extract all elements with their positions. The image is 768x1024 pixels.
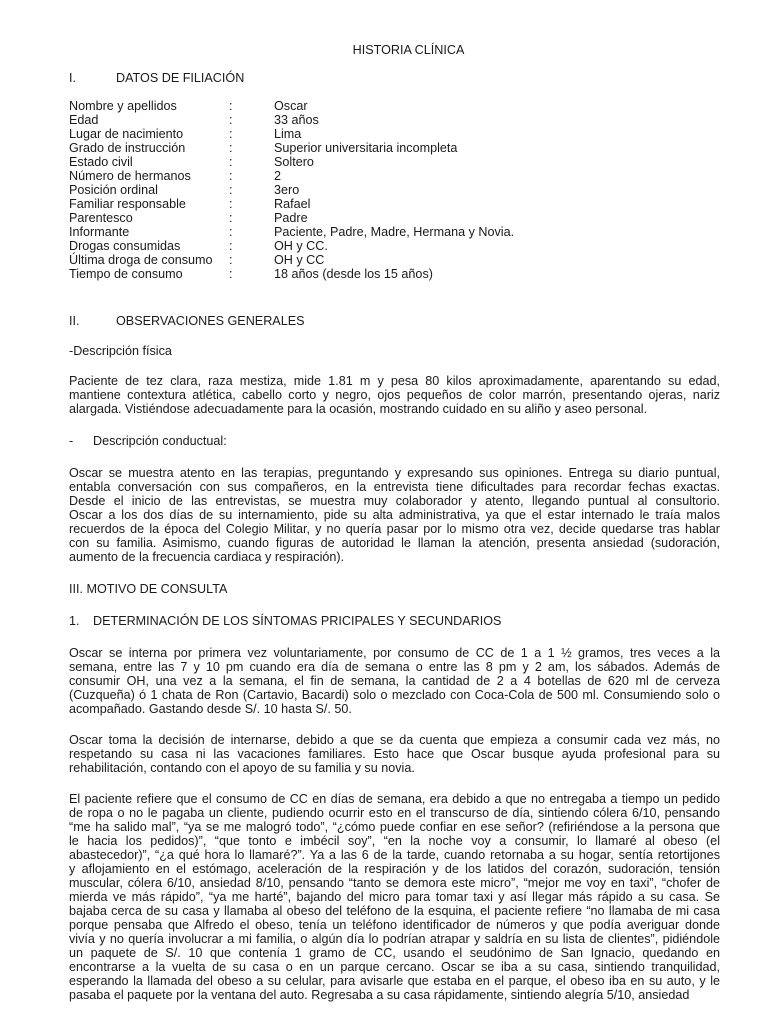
filiation-colon: : xyxy=(229,183,233,197)
paragraph-line: Oscar toma la decisión de internarse, debido a que se da cuenta que empieza a consumir cada vez más, no xyxy=(69,733,720,747)
paragraph-line: aumento de la frecuencia cardiaca y respiración). xyxy=(69,550,345,564)
symptoms-number: 1. xyxy=(69,614,80,628)
paragraph-line: acompañado. Gastando desde S/. 10 hasta S/. 50. xyxy=(69,702,352,716)
filiation-colon: : xyxy=(229,169,233,183)
physical-description-paragraph xyxy=(69,374,720,416)
filiation-row xyxy=(69,183,720,197)
paragraph-line: Desde el inicio de las entrevistas, se muestra muy colaborador y atento, llegando puntual al consultorio. xyxy=(69,494,720,508)
filiation-colon: : xyxy=(229,99,233,113)
symptoms-title: DETERMINACIÓN DE LOS SÍNTOMAS PRICIPALES Y SECUNDARIOS xyxy=(93,614,502,628)
paragraph-line: muscular, cólera 6/10, ansiedad 8/10, pensando “tanto se demora este micro”, “mejor me voy en taxi”, “chofer de xyxy=(69,876,720,890)
paragraph-line: “me ha salido mal”, “ya se me malogró todo”, “¿cómo puede confiar en ese señor? (refiriéndose a la persona que xyxy=(69,820,720,834)
conduct-description-paragraph xyxy=(69,466,720,564)
filiation-colon: : xyxy=(229,113,233,127)
paragraph-line: mantiene contextura atlética, cabello corto y negro, ojos pequeños de color marrón, presentando ojeras, nariz xyxy=(69,388,720,402)
filiation-row xyxy=(69,225,720,239)
section-1-heading xyxy=(69,71,720,85)
filiation-colon: : xyxy=(229,225,233,239)
paragraph-line: entabla conversación con sus compañeros, en la entrevista tiene dificultades para recordar fechas exactas. xyxy=(69,480,720,494)
section-3-heading: III. MOTIVO DE CONSULTA xyxy=(69,582,228,596)
filiation-colon: : xyxy=(229,127,233,141)
filiation-row xyxy=(69,127,720,141)
paragraph-line: respetando su casa ni las vacaciones familiares. Esto hace que Oscar busque ayuda profesional para su xyxy=(69,747,720,761)
filiation-value: Oscar xyxy=(274,99,308,113)
filiation-row xyxy=(69,197,720,211)
document-title: HISTORIA CLÍNICA xyxy=(352,43,465,57)
paragraph-line: El paciente refiere que el consumo de CC en días de semana, era debido a que no entregaba a tiempo un pedido xyxy=(69,792,720,806)
filiation-label: Posición ordinal xyxy=(69,183,158,197)
filiation-value: Padre xyxy=(274,211,308,225)
paragraph-line: un paquete de S/. 10 que contenía 1 gramo de CC, usando el seudónimo de San Ignacio, quedando en xyxy=(69,946,720,960)
paragraph-line: consumir OH, una vez a la semana, el fin de semana, la cantidad de 2 a 4 botellas de 620 ml de cerveza xyxy=(69,674,720,688)
physical-description-label: -Descripción física xyxy=(69,344,172,358)
paragraph-line: y aflojamiento en el estómago, aceleración de la respiración y de los latidos del corazón, sudoración, tensión xyxy=(69,862,720,876)
section-1-title: DATOS DE FILIACIÓN xyxy=(116,71,245,85)
conduct-description-label: Descripción conductual: xyxy=(93,434,227,448)
conduct-dash: - xyxy=(69,434,74,448)
paragraph-line: Oscar se muestra atento en las terapias, preguntando y expresando sus opiniones. Entrega su diario puntual, xyxy=(69,466,720,480)
filiation-row xyxy=(69,155,720,169)
filiation-value: 33 años xyxy=(274,113,319,127)
consult-paragraph-2 xyxy=(69,733,720,775)
filiation-value: Soltero xyxy=(274,155,314,169)
filiation-value: OH y CC xyxy=(274,253,325,267)
consult-paragraph-1 xyxy=(69,646,720,716)
filiation-colon: : xyxy=(229,253,233,267)
paragraph-line: encontrarse a la vuelta de su casa o en un parque cercano. Oscar se iba a su casa, sintiendo tranquilidad, xyxy=(69,960,720,974)
filiation-value: 3ero xyxy=(274,183,300,197)
filiation-label: Estado civil xyxy=(69,155,133,169)
filiation-row xyxy=(69,211,720,225)
filiation-row xyxy=(69,267,720,281)
paragraph-line: le hacia los pedidos)”, “que tonto e imbécil soy”, “en la noche voy a consumir, lo llamaré al obeso (el xyxy=(69,834,720,848)
section-2-heading xyxy=(69,314,720,328)
filiation-row xyxy=(69,239,720,253)
filiation-label: Familiar responsable xyxy=(69,197,186,211)
section-2-title: OBSERVACIONES GENERALES xyxy=(116,314,305,328)
filiation-label: Tiempo de consumo xyxy=(69,267,183,281)
paragraph-line: esperando la llamada del obeso a su celular, para avisarle que estaba en el parque, el obeso iba en su auto, y le xyxy=(69,974,720,988)
paragraph-line: semana, entre las 7 y 10 pm cuando era día de semana o entre las 8 pm y 2 am, los sábados. Además de xyxy=(69,660,720,674)
paragraph-line: abastecedor)”, “¿a qué hora lo llamaré?”. Ya a las 6 de la tarde, cuando retornaba a su hogar, sentía retortijones xyxy=(69,848,720,862)
paragraph-line: Oscar a los dos días de su internamiento, pide su alta administrativa, ya que el estar internado le traía malos xyxy=(69,508,720,522)
filiation-value: Paciente, Padre, Madre, Hermana y Novia. xyxy=(274,225,515,239)
filiation-colon: : xyxy=(229,197,233,211)
filiation-label: Edad xyxy=(69,113,99,127)
document-page xyxy=(69,43,720,1002)
filiation-value: 18 años (desde los 15 años) xyxy=(274,267,433,281)
filiation-value: Rafael xyxy=(274,197,311,211)
symptoms-heading xyxy=(69,614,720,628)
filiation-colon: : xyxy=(229,239,233,253)
paragraph-line: recuerdos de la época del Colegio Militar, y no quería pasar por lo mismo otra vez, decide quedarse tras hablar xyxy=(69,522,720,536)
filiation-label: Grado de instrucción xyxy=(69,141,186,155)
paragraph-line: con su familia. Asimismo, cuando figuras de autoridad le llaman la atención, presenta ansiedad (sudoración, xyxy=(69,536,720,550)
filiation-row xyxy=(69,169,720,183)
filiation-colon: : xyxy=(229,211,233,225)
paragraph-line: de ropa o no le pagaba un cliente, pudiendo ocurrir esto en el transcurso de día, sintiendo cólera 6/10, pensando xyxy=(69,806,720,820)
paragraph-line: porque pensaba que Alfredo el obeso, tenía un teléfono identificador de números y que podía averiguar donde xyxy=(69,918,720,932)
filiation-colon: : xyxy=(229,141,233,155)
filiation-label: Número de hermanos xyxy=(69,169,191,183)
paragraph-line: Oscar se interna por primera vez voluntariamente, por consumo de CC de 1 a 1 ½ gramos, tres veces a la xyxy=(69,646,720,660)
filiation-label: Última droga de consumo xyxy=(69,253,213,267)
filiation-colon: : xyxy=(229,267,233,281)
filiation-label: Drogas consumidas xyxy=(69,239,181,253)
section-1-number: I. xyxy=(69,71,76,85)
paragraph-line: Paciente de tez clara, raza mestiza, mide 1.81 m y pesa 80 kilos aproximadamente, aparentando su edad, xyxy=(69,374,720,388)
filiation-row xyxy=(69,141,720,155)
filiation-colon: : xyxy=(229,155,233,169)
filiation-label: Lugar de nacimiento xyxy=(69,127,184,141)
paragraph-line: vivía y no quería involucrar a mi familia, o algún día lo podrían atrapar y saldría en su lista de clientes”, pidiéndole xyxy=(69,932,720,946)
conduct-description-heading xyxy=(69,434,720,448)
filiation-row xyxy=(69,113,720,127)
paragraph-line: bajaba cerca de su casa y llamaba al obeso del teléfono de la esquina, el paciente refiere “no llamaba de mi casa xyxy=(69,904,720,918)
filiation-value: Superior universitaria incompleta xyxy=(274,141,458,155)
paragraph-line: (Cuzqueña) ó 1 chata de Ron (Cartavio, Bacardi) solo o mezclado con Coca-Cola de 500 ml. Consumiendo solo o xyxy=(69,688,720,702)
section-2-number: II. xyxy=(69,314,80,328)
filiation-value: 2 xyxy=(274,169,282,183)
consult-paragraph-3 xyxy=(69,792,720,1002)
filiation-label: Parentesco xyxy=(69,211,133,225)
filiation-row xyxy=(69,99,720,113)
paragraph-line: mierda ve más rápido”, “ya me harté”, bajando del micro para tomar taxi y así llegar más rápido a su casa. Se xyxy=(69,890,720,904)
filiation-value: Lima xyxy=(274,127,302,141)
paragraph-line: pasaba el paquete por la ventana del auto. Regresaba a su casa rápidamente, sintiendo alegría 5/10, ansiedad xyxy=(69,988,690,1002)
paragraph-line: alargada. Vistiéndose adecuadamente para la ocasión, mostrando cuidado en su aliño y aseo personal. xyxy=(69,402,648,416)
filiation-row xyxy=(69,253,720,267)
filiation-label: Informante xyxy=(69,225,130,239)
filiation-label: Nombre y apellidos xyxy=(69,99,177,113)
filiation-value: OH y CC. xyxy=(274,239,328,253)
filiation-table xyxy=(69,99,720,281)
paragraph-line: rehabilitación, contando con el apoyo de su familia y su novia. xyxy=(69,761,415,775)
